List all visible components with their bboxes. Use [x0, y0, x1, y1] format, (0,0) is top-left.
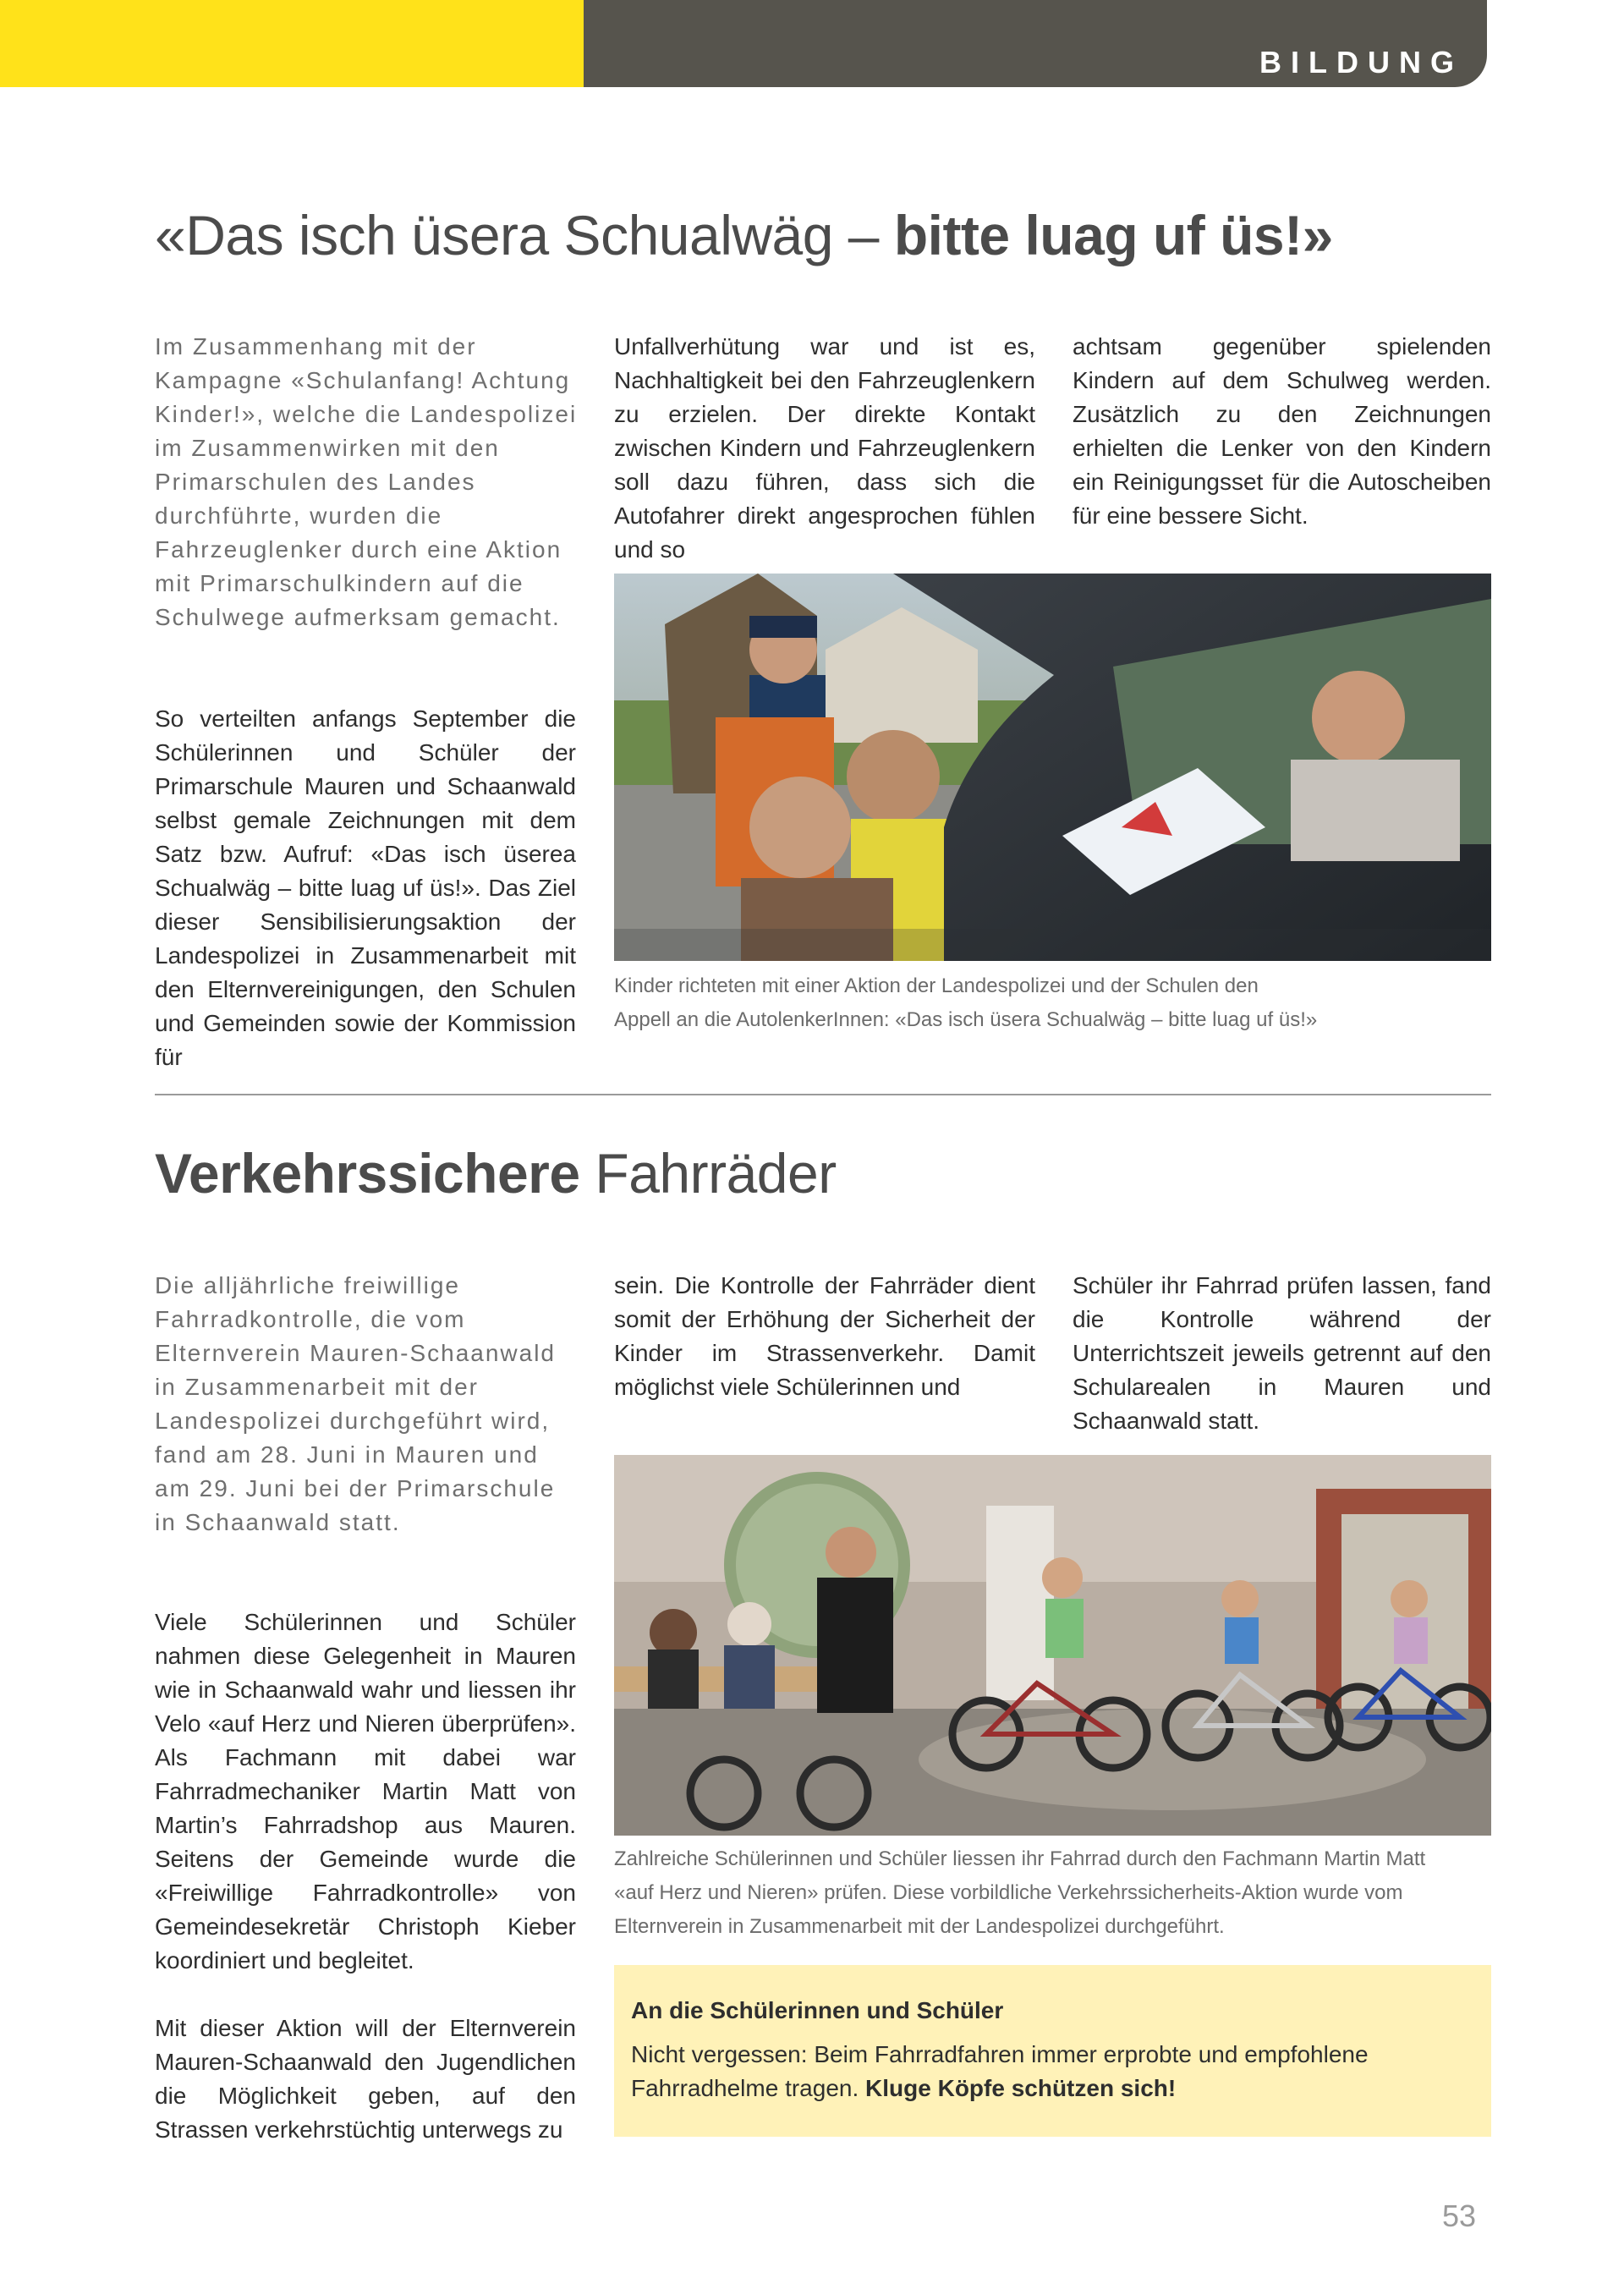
info-box-text-bold: Kluge Köpfe schützen sich!	[865, 2075, 1177, 2101]
article2-paragraph-4: Schüler ihr Fahrrad prüfen lassen, fand die Kontrolle während der Unterrichtszeit jeweils getrennt auf den Schularealen in Mauren und Schaanwald statt.	[1073, 1272, 1491, 1434]
photo-kids-handing-drawing-to-driver	[614, 574, 1491, 961]
article1-caption-line-1: Kinder richteten mit einer Aktion der Landespolizei und der Schulen den	[614, 974, 1259, 997]
section-label: BILDUNG	[1259, 45, 1463, 80]
info-box-text-normal: Nicht vergessen: Beim Fahrradfahren immer erprobte und empfohlene Fahrradhelme tragen.	[631, 2041, 1369, 2101]
article2-lead: Die alljährliche freiwillige Fahrradkontrolle, die vom Elternverein Mauren-Schaanwald in Zusammenarbeit mit der Landespolizei durchgeführt wird, fand am 28. Juni in Mauren und am 29. Juni bei der Primarschule in Schaanwald statt.	[155, 1272, 556, 1535]
article1-paragraph-2: Unfallverhütung war und ist es, Nachhaltigkeit bei den Fahrzeuglenkern zu erzielen. Der direkte Kontakt zwischen Kindern und Fahrzeuglenkern soll dazu führen, dass sich die Autofahrer direkt angesprochen fühlen und so	[614, 333, 1035, 563]
info-box-text	[631, 2038, 1474, 2105]
article2-paragraph-1: Viele Schülerinnen und Schüler nahmen diese Gelegenheit in Mauren wie in Schaanwald wahr und liessen ihr Velo «auf Herz und Nieren überprüfen». Als Fachmann mit dabei war Fahrradmechaniker Martin Matt von Martin’s Fahrradshop aus Mauren. Seitens der Gemeinde wurde die «Freiwillige Fahrradkontrolle» von Gemeindesekretär Christoph Kieber koordiniert und begleitet.	[155, 1609, 576, 1973]
article2-headline-bold: Verkehrssichere	[155, 1142, 580, 1205]
article1-caption-line-2: Appell an die AutolenkerInnen: «Das isch üsera Schualwäg – bitte luag uf üs!»	[614, 1008, 1318, 1031]
info-box-title: An die Schülerinnen und Schüler	[631, 1997, 1004, 2023]
article1-lead: Im Zusammenhang mit der Kampagne «Schulanfang! Achtung Kinder!», welche die Landespolizei im Zusammenwirken mit den Primarschulen des Landes durchführte, wurden die Fahrzeuglenker durch eine Aktion mit Primarschulkindern auf die Schulwege aufmerksam gemacht.	[155, 333, 578, 630]
article1-headline-bold: bitte luag uf üs!»	[893, 204, 1333, 266]
header-section-band	[584, 0, 1487, 87]
article1-paragraph-3: achtsam gegenüber spielenden Kindern auf dem Schulweg werden. Zusätzlich zu den Zeichnungen erhielten die Lenker von den Kindern ein Reinigungsset für die Autoscheiben für eine bessere Sicht.	[1073, 333, 1491, 529]
page-number: 53	[1441, 2198, 1476, 2233]
info-box	[614, 1965, 1491, 2137]
article2-paragraph-2: Mit dieser Aktion will der Elternverein Mauren-Schaanwald den Jugendlichen die Möglichkeit geben, auf den Strassen verkehrstüchtig unterwegs zu	[155, 2015, 576, 2143]
header-yellow-band	[0, 0, 584, 87]
article2-headline-normal: Fahrräder	[579, 1142, 837, 1205]
article1-headline	[155, 201, 1333, 269]
article2-caption	[614, 1842, 1491, 1944]
article2-caption-line-3: Elternverein in Zusammenarbeit mit der Landespolizei durchgeführt.	[614, 1915, 1225, 1938]
article2-paragraph-3: sein. Die Kontrolle der Fahrräder dient somit der Erhöhung der Sicherheit der Kinder im Strassenverkehr. Damit möglichst viele Schülerinnen und	[614, 1272, 1035, 1400]
photo-bicycle-check	[614, 1455, 1491, 1836]
article1-headline-normal: «Das isch üsera Schualwäg –	[155, 204, 894, 266]
article1-caption	[614, 969, 1491, 1037]
section-divider	[155, 1094, 1491, 1095]
article2-caption-line-2: «auf Herz und Nieren» prüfen. Diese vorbildliche Verkehrssicherheits-Aktion wurde vom	[614, 1881, 1403, 1904]
article1-paragraph-1: So verteilten anfangs September die Schülerinnen und Schüler der Primarschule Mauren und Schaanwald selbst gemale Zeichnungen mit dem Satz bzw. Aufruf: «Das isch üserea Schualwäg – bitte luag uf üs!». Das Ziel dieser Sensibilisierungsaktion der Landespolizei in Zusammenarbeit mit den Elternvereinigungen, den Schulen und Gemeinden sowie der Kommission für	[155, 705, 576, 1070]
article2-headline	[155, 1139, 837, 1207]
article2-caption-line-1: Zahlreiche Schülerinnen und Schüler liessen ihr Fahrrad durch den Fachmann Martin Matt	[614, 1847, 1426, 1870]
